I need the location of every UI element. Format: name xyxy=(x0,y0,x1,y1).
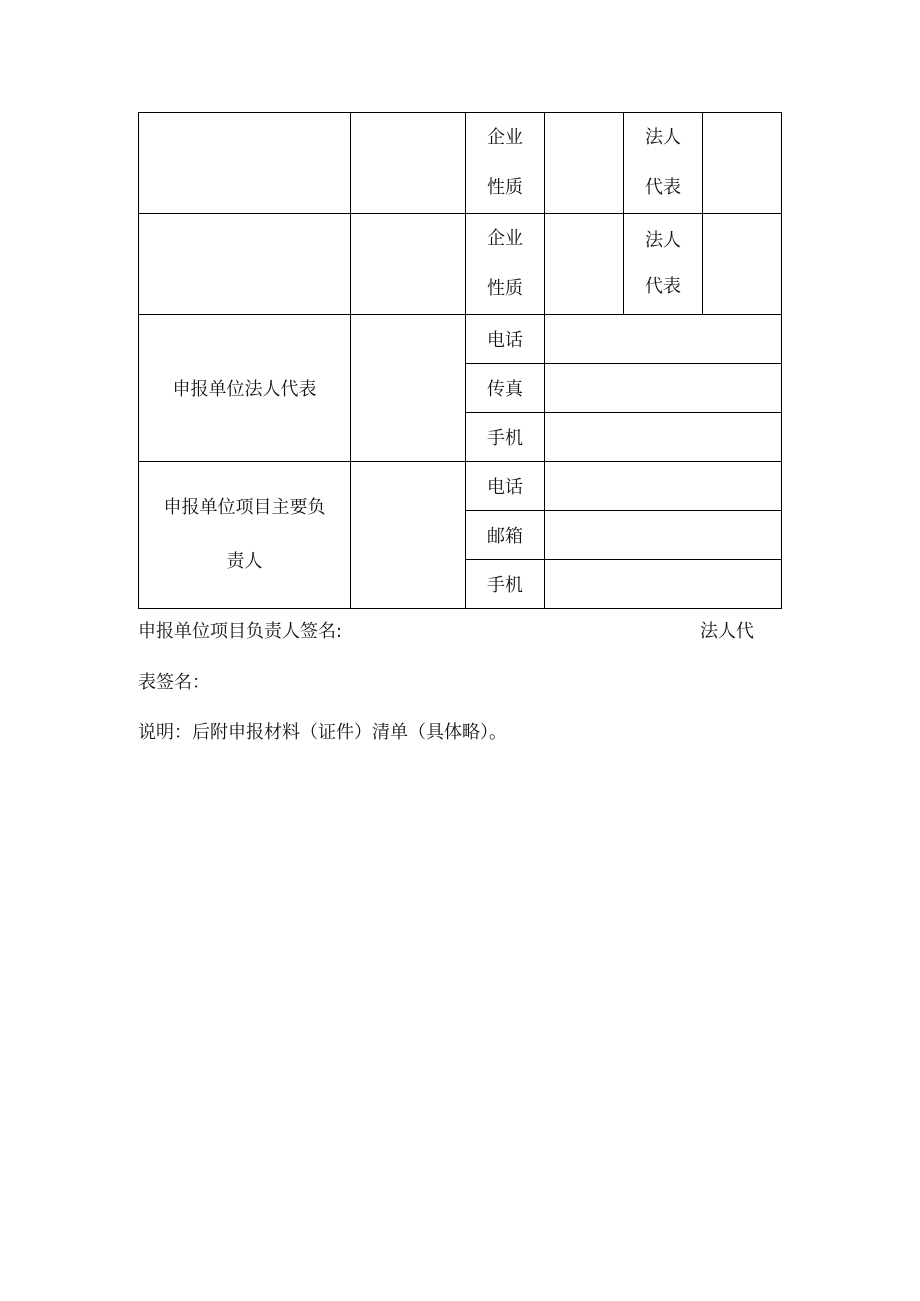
project-lead-label-text: 申报单位项目主要负责人 xyxy=(163,497,326,572)
project-lead-mobile-value[interactable] xyxy=(545,560,782,609)
legal-rep-name-value[interactable] xyxy=(351,315,466,462)
application-form-table xyxy=(138,112,782,609)
enterprise-nature-label xyxy=(466,113,545,214)
enterprise-name-cell[interactable] xyxy=(139,214,351,315)
legal-rep-mobile-label: 手机 xyxy=(466,413,545,462)
project-lead-phone-row xyxy=(139,462,782,511)
legal-rep-mobile-value[interactable] xyxy=(545,413,782,462)
project-lead-phone-value[interactable] xyxy=(545,462,782,511)
enterprise-value-cell[interactable] xyxy=(351,214,466,315)
project-lead-mobile-label: 手机 xyxy=(466,560,545,609)
enterprise-row xyxy=(139,113,782,214)
legal-rep-text: 法人代表 xyxy=(645,230,681,297)
project-lead-section-label xyxy=(139,462,351,609)
project-lead-phone-label: 电话 xyxy=(466,462,545,511)
legal-rep-label xyxy=(624,113,703,214)
project-lead-email-label: 邮箱 xyxy=(466,511,545,560)
legal-rep-value[interactable] xyxy=(703,113,782,214)
legal-rep-phone-row xyxy=(139,315,782,364)
enterprise-nature-value[interactable] xyxy=(545,214,624,315)
legal-rep-fax-label: 传真 xyxy=(466,364,545,413)
legal-rep-signature-label-part2: 表签名： xyxy=(138,672,210,693)
enterprise-nature-text: 企业性质 xyxy=(487,228,523,299)
legal-rep-signature-label-part1: 法人代 xyxy=(700,621,754,642)
enterprise-value-cell[interactable] xyxy=(351,113,466,214)
project-lead-email-value[interactable] xyxy=(545,511,782,560)
enterprise-nature-text: 企业性质 xyxy=(487,127,523,198)
legal-rep-phone-label: 电话 xyxy=(466,315,545,364)
legal-rep-label xyxy=(624,214,703,315)
enterprise-nature-value[interactable] xyxy=(545,113,624,214)
attachment-note: 说明：后附申报材料（证件）清单（具体略）。 xyxy=(138,722,507,743)
project-lead-name-value[interactable] xyxy=(351,462,466,609)
legal-rep-value[interactable] xyxy=(703,214,782,315)
enterprise-name-cell[interactable] xyxy=(139,113,351,214)
legal-rep-section-label: 申报单位法人代表 xyxy=(139,315,351,462)
legal-rep-text: 法人代表 xyxy=(645,127,681,198)
enterprise-row xyxy=(139,214,782,315)
enterprise-nature-label xyxy=(466,214,545,315)
legal-rep-phone-value[interactable] xyxy=(545,315,782,364)
project-lead-signature-label: 申报单位项目负责人签名: xyxy=(138,621,343,642)
legal-rep-fax-value[interactable] xyxy=(545,364,782,413)
